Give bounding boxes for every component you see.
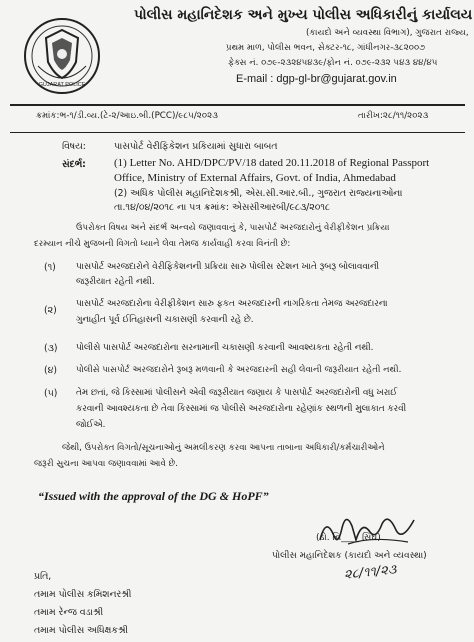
closing-line-2: જરૂરી સુચના આપવા જણાવવામાં આવે છે. xyxy=(34,459,178,469)
references-label: સંદર્ભ: xyxy=(62,159,86,170)
point-number: (૨) xyxy=(44,305,57,316)
point-number: (૩) xyxy=(44,343,58,354)
address-line-1: (કાયદો અને વ્યવસ્થા વિભાગ), ગુજરાત રાજ્ય, xyxy=(306,28,469,38)
point-3-line-1: પોલીસે પાસપોર્ટ અરજદારોના સરનામાની ચકાસણી કરવાની આવશ્યકતા રહેતી નથી. xyxy=(76,343,374,353)
point-5-line-3: જોઈએ. xyxy=(76,420,106,430)
point-number: (૧) xyxy=(44,262,56,273)
header-divider xyxy=(10,104,465,106)
handwritten-signature-icon xyxy=(312,506,422,550)
point-4-line-1: પોલીસે પાસપોર્ટ અરજદારોને રૂબરૂ મળવાની કે અરજદારની સહી લેવાની જરૂરીયાત રહેતી નથી. xyxy=(76,365,402,375)
recipient-item: તમામ પોલીસ કમિશનરશ્રી xyxy=(34,589,132,600)
point-1-line-1: પાસપોર્ટ અરજદારોને વેરીફિકેશનની પ્રક્રિયા સારુ પોલીસ સ્ટેશન ખાતે રૂબરૂ બોલાવવાની xyxy=(76,262,380,272)
closing-line-1: જેથી, ઉપરોક્ત વિગતો/સૂચનાઓનું અમલીકરણ કરવા આપના તાબાના અધિકારી/કર્મચારીઓને xyxy=(62,443,385,453)
point-5-line-1: તેમ છતાં, જે કિસ્સામાં પોલીસને એવી જરૂરીયાત જણાય કે પાસપોર્ટ અરજદારોની વધુ ખરાઈ xyxy=(76,388,398,398)
reference-item-1b: Office, Ministry of External Affairs, Govt. of India, Ahmedabad xyxy=(114,172,396,184)
reference-item-2a: (2) અધિક પોલીસ મહાનિદેશકશ્રી, એસ.સી.આર.બી., ગુજરાત રાજ્યનાઓના xyxy=(114,188,403,199)
office-title: પોલીસ મહાનિદેશક અને મુખ્ય પોલીસ અધિકારીનું કાર્યાલય xyxy=(134,7,473,23)
intro-line-1: ઉપરોક્ત વિષય અને સંદર્ભ અન્વયે જણાવવાનું કે, પાસપોર્ટ અરજદારોનું વેરીફીકેશન પ્રક્રિયા xyxy=(76,223,390,233)
point-2-line-2: ગુનાહીત પૂર્વ ઈતિહાસની ચકાસણી કરવાની રહે છે. xyxy=(76,315,254,325)
point-1-line-2: જરૂરીયાત રહેતી નથી. xyxy=(76,277,155,287)
recipient-item: તમામ રેન્જ વડાશ્રી xyxy=(34,607,104,618)
signatory-designation: પોલીસ મહાનિદેશક (કાયદો અને વ્યવસ્થા) xyxy=(272,551,427,561)
subject-text: પાસપોર્ટ વેરીફિકેશન પ્રકિયામાં સુધારા બાબત xyxy=(114,141,278,152)
handwritten-date: ૨૮/૧૧/૨૩ xyxy=(343,562,398,583)
approval-note: “Issued with the approval of the DG & HoPF” xyxy=(38,489,269,503)
intro-line-2: દરમ્યાન નીચે મુજબની વિગતો ધ્યાને લેવા તેમજ કાર્યવાહી કરવા વિનંતી છે: xyxy=(34,239,291,249)
point-5-line-2: કરવાની આવશ્યકતા છે તેવા કિસ્સામાં જ પોલીસે અરજદારોના રહેણાંક સ્થળની મુલાકાત કરવી xyxy=(76,404,407,414)
reference-number: ક્રમાંક:ભ-૧/ડી.વ્ય.(ટે-૨/આઇ.બી.(PCC)/૯૮૫/૨૦૨૩ xyxy=(36,111,219,121)
email-line: E-mail : dgp-gl-br@gujarat.gov.in xyxy=(236,73,397,85)
point-2-line-1: પાસપોર્ટ અરજદારોના વેરીફીકેશન સારુ ફકત અરજદારની નાગરિકતા તેમજ અરજદારના xyxy=(76,299,388,309)
recipients-label: પ્રતિ, xyxy=(34,571,52,582)
address-line-2: પ્રથમ માળ, પોલીસ ભવન, સેક્ટર-૧૮, ગાંધીનગર-૩૮૨૦૦૭ xyxy=(226,43,426,53)
svg-text:GUJARAT POLICE: GUJARAT POLICE xyxy=(38,82,86,88)
fax-phone-line: ફેક્સ નં. ૦૭૯-૨૩૨૪૫૪૩૯/ફોન નં. ૦૭૯-૨૩૨ ૫૪૩ ૪૪/૪૫ xyxy=(228,58,438,68)
reference-divider xyxy=(10,132,465,133)
reference-item-2b: તા.૧૪/૦૪/૨૦૧૮ ના પત્ર ક્રમાંક: એસસીઆરબી/૯૮૩/૨૦૧૮ xyxy=(114,202,331,213)
point-number: (૪) xyxy=(44,365,58,376)
gujarat-police-seal-icon xyxy=(22,16,102,96)
reference-date: તારીખ:૨૮/૧૧/૨૦૨૩ xyxy=(358,111,429,121)
reference-item-1a: (1) Letter No. AHD/DPC/PV/18 dated 20.11.2018 of Regional Passport xyxy=(114,157,430,169)
subject-label: વિષય: xyxy=(62,141,86,152)
recipient-item: તમામ પોલીસ અધિક્ષકશ્રી xyxy=(34,625,129,636)
point-number: (૫) xyxy=(44,388,58,399)
signatory-name: (ડો. નિ____ સિંઘ) xyxy=(316,533,381,543)
